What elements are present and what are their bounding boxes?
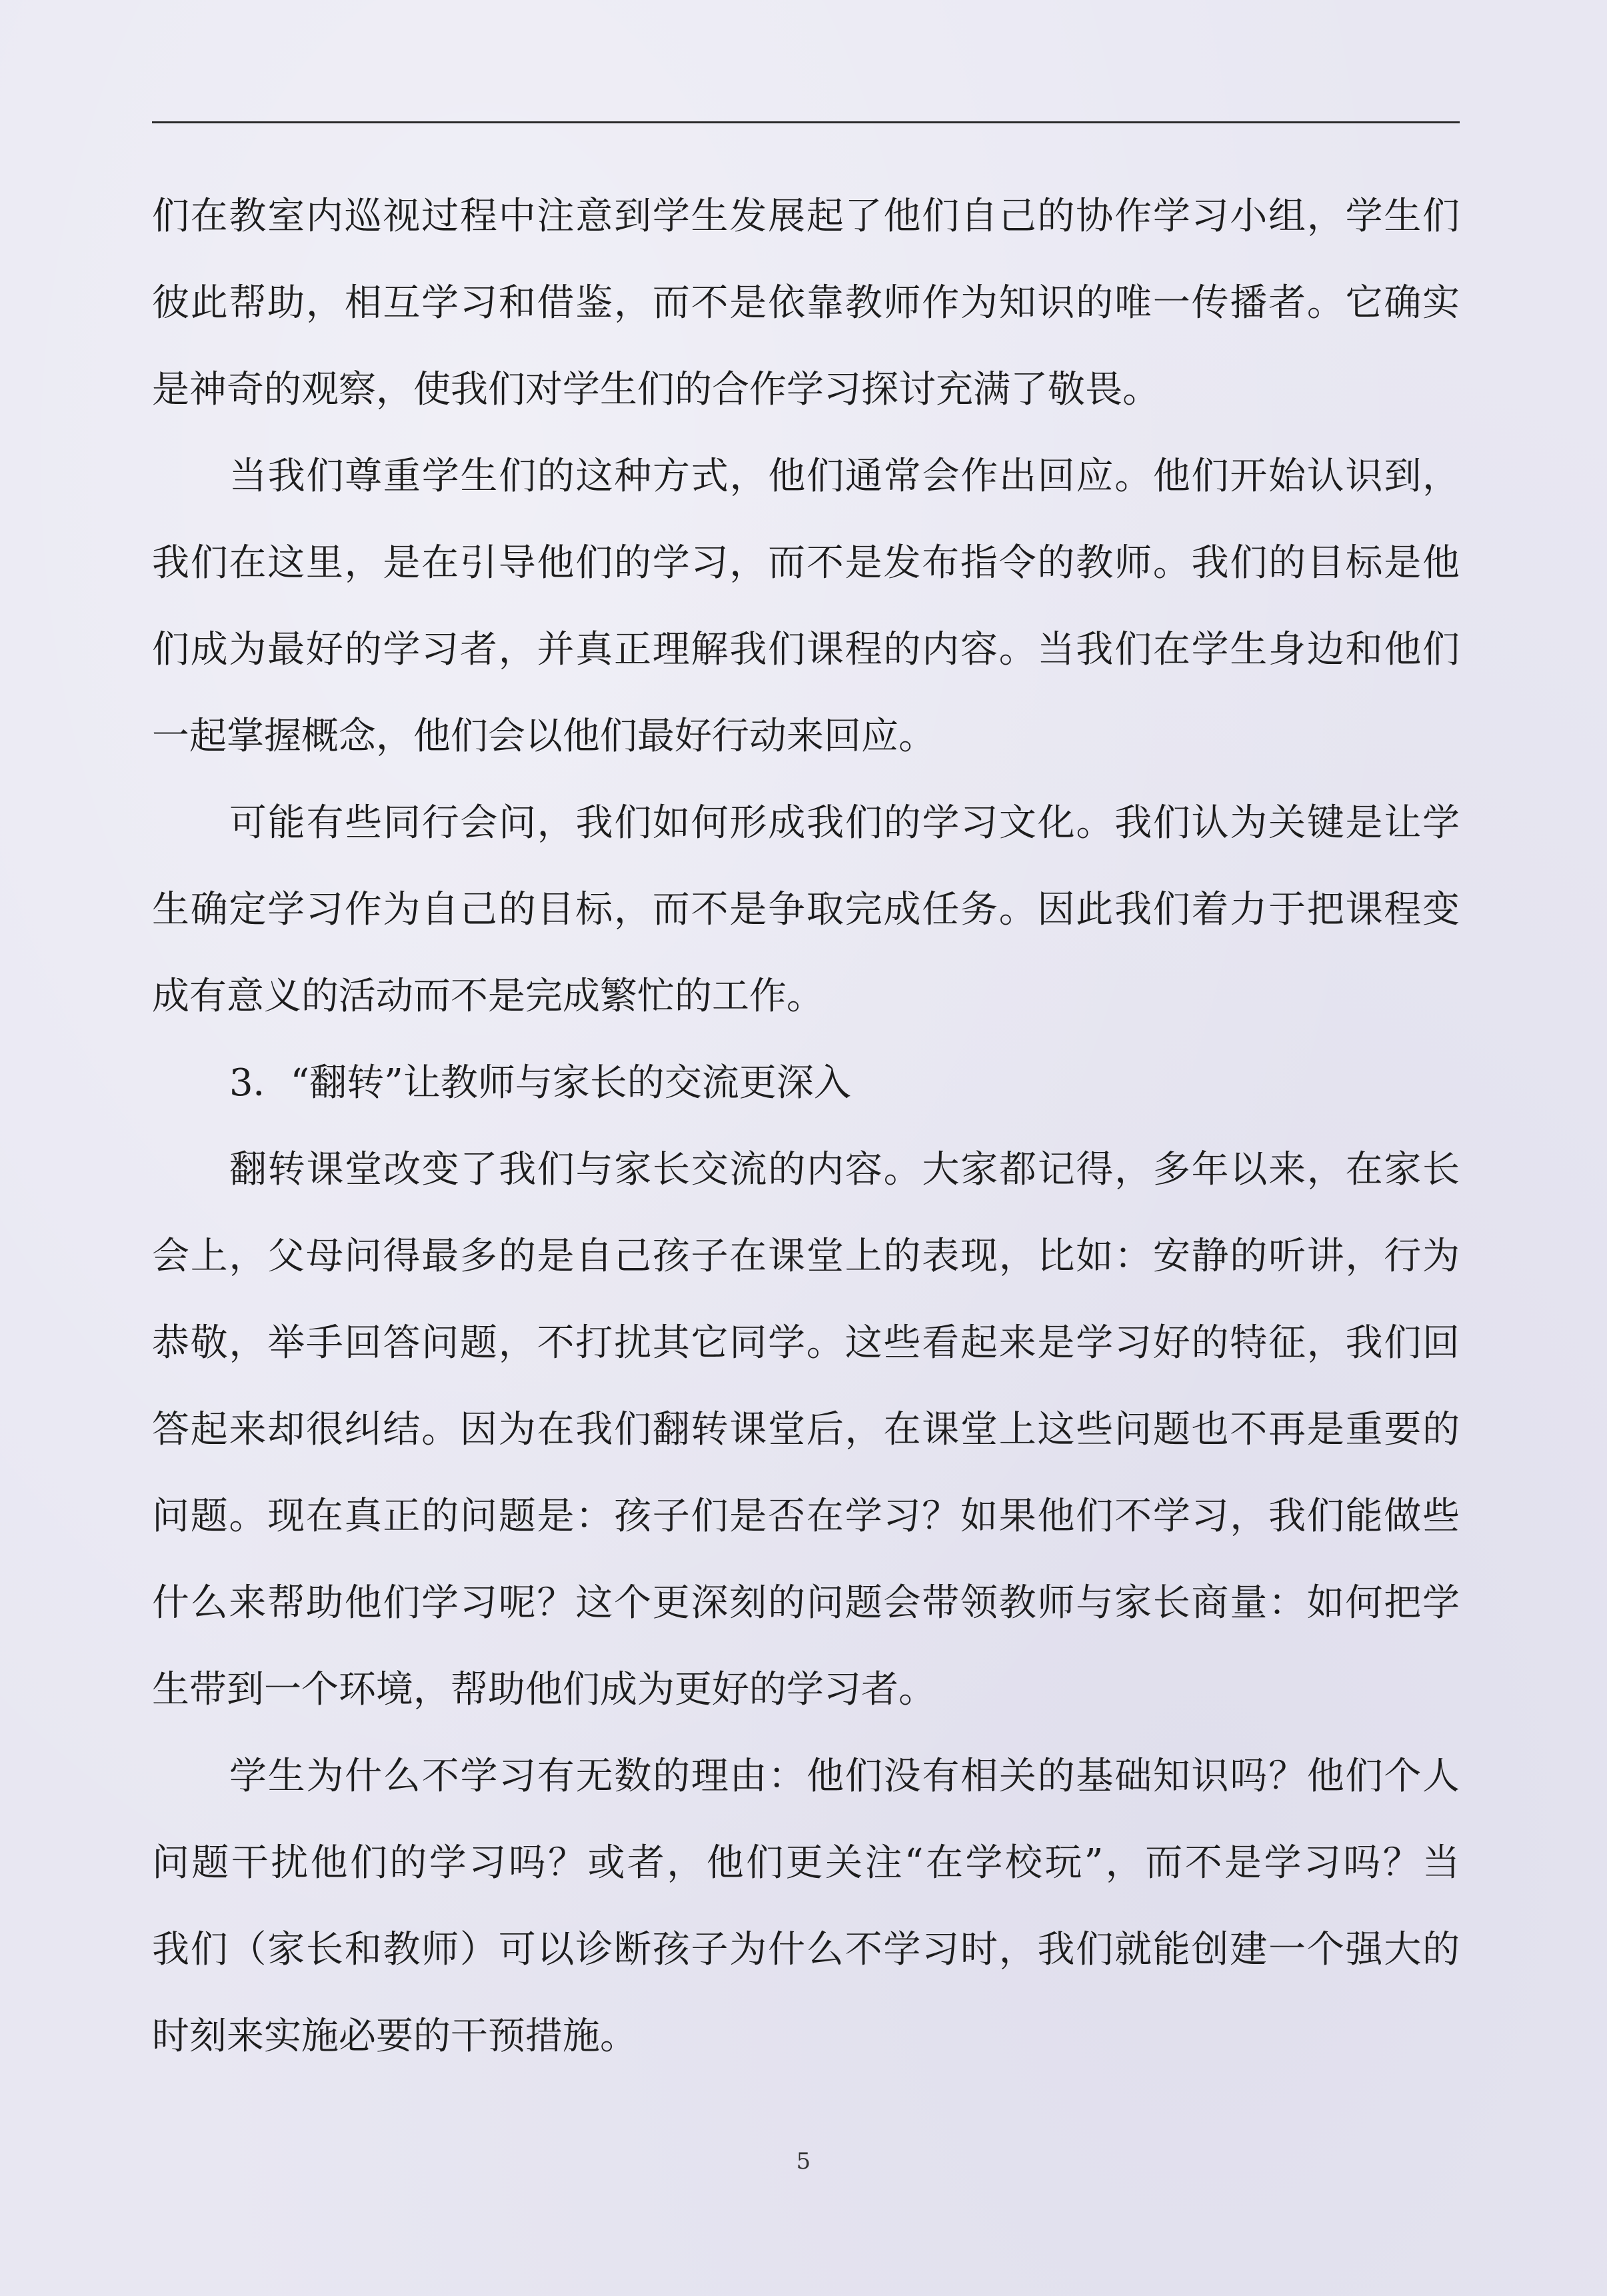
page-number: 5 xyxy=(796,2148,811,2175)
text-line: 当我们尊重学生们的这种方式，他们通常会作出回应。他们开始认识到， xyxy=(229,455,1460,498)
text-line: 生带到一个环境，帮助他们成为更好的学习者。 xyxy=(152,1668,936,1711)
text-line: 们在教室内巡视过程中注意到学生发展起了他们自己的协作学习小组，学生们 xyxy=(152,195,1460,238)
text-line: 彼此帮助，相互学习和借鉴，而不是依靠教师作为知识的唯一传播者。它确实 xyxy=(152,281,1460,325)
text-line: 们成为最好的学习者，并真正理解我们课程的内容。当我们在学生身边和他们 xyxy=(152,628,1460,671)
text-line: 学生为什么不学习有无数的理由：他们没有相关的基础知识吗？他们个人 xyxy=(229,1755,1460,1798)
text-line: 时刻来实施必要的干预措施。 xyxy=(152,2015,637,2058)
text-line: 问题干扰他们的学习吗？或者，他们更关注“在学校玩”，而不是学习吗？当 xyxy=(152,1841,1460,1885)
text-line: 翻转课堂改变了我们与家长交流的内容。大家都记得，多年以来，在家长 xyxy=(229,1148,1460,1191)
text-line: 是神奇的观察，使我们对学生们的合作学习探讨充满了敬畏。 xyxy=(152,368,1160,411)
text-line: 一起掌握概念，他们会以他们最好行动来回应。 xyxy=(152,715,936,758)
text-line: 答起来却很纠结。因为在我们翻转课堂后，在课堂上这些问题也不再是重要的 xyxy=(152,1408,1460,1451)
text-line: 问题。现在真正的问题是：孩子们是否在学习？如果他们不学习，我们能做些 xyxy=(152,1495,1460,1538)
text-line: 我们在这里，是在引导他们的学习，而不是发布指令的教师。我们的目标是他 xyxy=(152,541,1460,585)
text-line: 我们（家长和教师）可以诊断孩子为什么不学习时，我们就能创建一个强大的 xyxy=(152,1928,1460,1971)
text-line: 可能有些同行会问，我们如何形成我们的学习文化。我们认为关键是让学 xyxy=(229,801,1460,845)
header-rule xyxy=(152,121,1460,123)
text-line: 恭敬，举手回答问题，不打扰其它同学。这些看起来是学习好的特征，我们回 xyxy=(152,1321,1460,1365)
text-line: 3．“翻转”让教师与家长的交流更深入 xyxy=(229,1061,851,1105)
body-text xyxy=(152,173,1460,2080)
text-line: 成有意义的活动而不是完成繁忙的工作。 xyxy=(152,975,824,1018)
text-line: 什么来帮助他们学习呢？这个更深刻的问题会带领教师与家长商量：如何把学 xyxy=(152,1581,1460,1625)
text-line: 会上，父母问得最多的是自己孩子在课堂上的表现，比如：安静的听讲，行为 xyxy=(152,1235,1460,1278)
text-line: 生确定学习作为自己的目标，而不是争取完成任务。因此我们着力于把课程变 xyxy=(152,888,1460,931)
